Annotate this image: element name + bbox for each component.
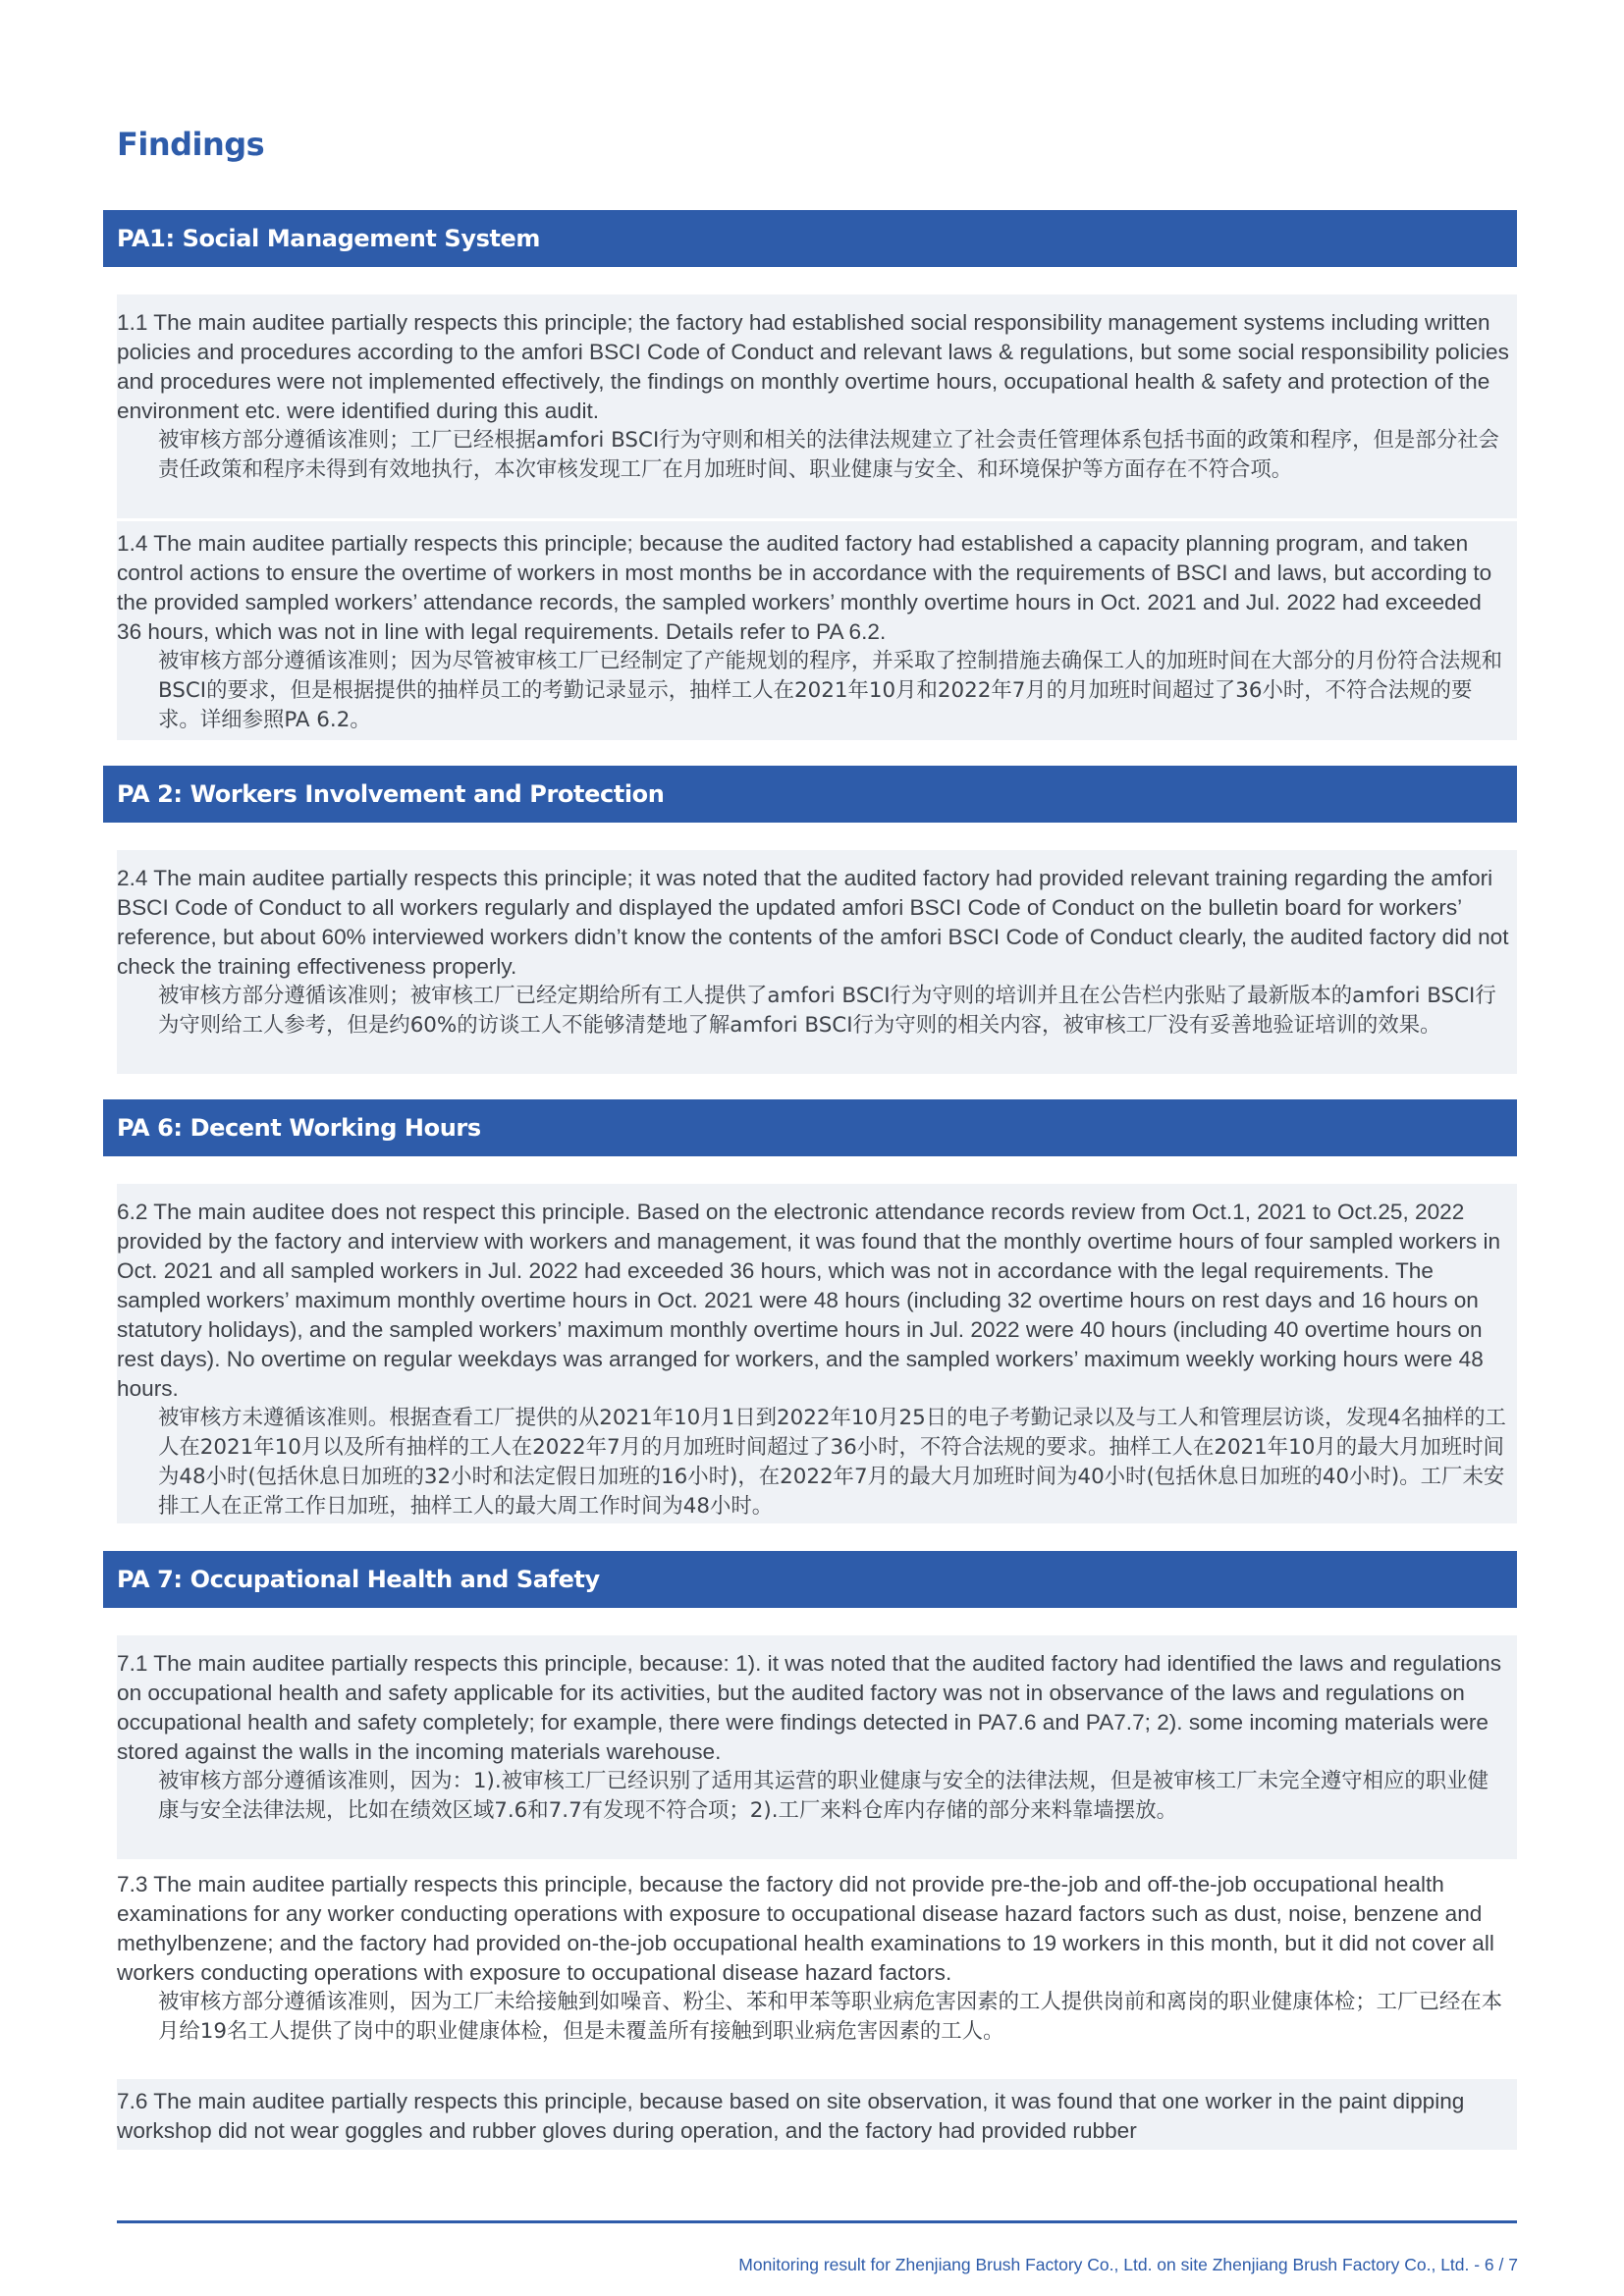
finding-text-en: 7.3 The main auditee partially respects this principle, because the factory did not provide pre-the-job and off-the-job occupational health examinations for any worker conducting operations with exposure to occupational disease hazard factors such as dust, noise, benzene and methylbenzene; and the factory had provided on-the-job occupational health examinations to 19 workers in this month, but it did not cover all workers conducting operations with exposure to occupational disease hazard factors. [117,1872,1494,1985]
finding-text-zh: 被审核方部分遵循该准则；工厂已经根据amfori BSCI行为守则和相关的法律法规建立了社会责任管理体系包括书面的政策和程序，但是部分社会责任政策和程序未得到有效地执行，本次审核发现工厂在月加班时间、职业健康与安全、和环境保护等方面存在不符合项。 [158,428,1499,482]
finding-text-zh: 被审核方部分遵循该准则，因为：1).被审核工厂已经识别了适用其运营的职业健康与安全的法律法规，但是被审核工厂未完全遵守相应的职业健康与安全法律法规，比如在绩效区域7.6和7.7有发现不符合项；2).工厂来料仓库内存储的部分来料靠墙摆放。 [158,1769,1489,1823]
finding-text-en: 7.1 The main auditee partially respects this principle, because: 1). it was noted that the audited factory had identified the laws and regulations on occupational health and safety applicable for its activities, but the audited factory was not in observance of the laws and regulations on occupational health and safety completely; for example, there were findings detected in PA7.6 and PA7.7; 2). some incoming materials were stored against the walls in the incoming materials warehouse. [117,1651,1502,1764]
finding-text-en: 2.4 The main auditee partially respects this principle; it was noted that the audited factory had provided relevant training regarding the amfori BSCI Code of Conduct to all workers regularly and displayed the updated amfori BSCI Code of Conduct on the bulletin board for workers’ reference, but about 60% interviewed workers didn’t know the contents of the amfori BSCI Code of Conduct clearly, the audited factory did not check the training effectiveness properly. [117,866,1509,979]
finding-text-en: 7.6 The main auditee partially respects this principle, because based on site observation, it was found that one worker in the paint dipping workshop did not wear goggles and rubber gloves during operation, and the factory had provided rubber [117,2089,1465,2143]
finding-7-3 [117,1862,1517,2076]
finding-text-zh: 被审核方部分遵循该准则；被审核工厂已经定期给所有工人提供了amfori BSCI行为守则的培训并且在公告栏内张贴了最新版本的amfori BSCI行为守则给工人参考，但是约60%的访谈工人不能够清楚地了解amfori BSCI行为守则的相关内容，被审核工厂没有妥善地验证培训的效果。 [158,984,1496,1038]
page-title: Findings [117,126,265,163]
finding-1-1 [117,294,1517,518]
finding-text-zh: 被审核方部分遵循该准则，因为工厂未给接触到如噪音、粉尘、苯和甲苯等职业病危害因素的工人提供岗前和离岗的职业健康体检；工厂已经在本月给19名工人提供了岗中的职业健康体检，但是未覆盖所有接触到职业病危害因素的工人。 [158,1990,1503,2044]
finding-7-1 [117,1635,1517,1859]
section-header-pa6: PA 6: Decent Working Hours [103,1099,1517,1156]
finding-text-en: 1.4 The main auditee partially respects this principle; because the audited factory had established a capacity planning program, and taken control actions to ensure the overtime of workers in most months be in accordance with the requirements of BSCI and laws, but according to the provided sampled workers’ attendance records, the sampled workers’ monthly overtime hours in Oct. 2021 and Jul. 2022 had exceeded 36 hours, which was not in line with legal requirements. Details refer to PA 6.2. [117,531,1492,644]
section-header-pa2: PA 2: Workers Involvement and Protection [103,766,1517,823]
footer-divider [117,2220,1517,2223]
finding-2-4 [117,850,1517,1074]
finding-text-zh: 被审核方部分遵循该准则；因为尽管被审核工厂已经制定了产能规划的程序，并采取了控制措施去确保工人的加班时间在大部分的月份符合法规和BSCI的要求，但是根据提供的抽样员工的考勤记录显示，抽样工人在2021年10月和2022年7月的月加班时间超过了36小时，不符合法规的要求。详细参照PA 6.2。 [158,649,1503,732]
finding-text-en: 1.1 The main auditee partially respects this principle; the factory had established social responsibility management systems including written policies and procedures according to the amfori BSCI Code of Conduct and relevant laws & regulations, but some social responsibility policies and procedures were not implemented effectively, the findings on monthly overtime hours, occupational health & safety and protection of the environment etc. were identified during this audit. [117,310,1509,423]
section-header-pa1: PA1: Social Management System [103,210,1517,267]
finding-1-4 [117,521,1517,740]
section-header-pa7: PA 7: Occupational Health and Safety [103,1551,1517,1608]
footer-text: Monitoring result for Zhenjiang Brush Factory Co., Ltd. on site Zhenjiang Brush Factory Co., Ltd. - 6 / 7 [738,2255,1518,2274]
finding-7-6 [117,2079,1517,2150]
finding-text-en: 6.2 The main auditee does not respect this principle. Based on the electronic attendance records review from Oct.1, 2021 to Oct.25, 2022 provided by the factory and interview with workers and management, it was found that the monthly overtime hours of four sampled workers in Oct. 2021 and all sampled workers in Jul. 2022 had exceeded 36 hours, which was not in accordance with the legal requirements. The sampled workers’ maximum monthly overtime hours in Oct. 2021 were 48 hours (including 32 overtime hours on rest days and 16 hours on statutory holidays), and the sampled workers’ maximum monthly overtime hours in Jul. 2022 were 40 hours (including 40 overtime hours on rest days). No overtime on regular weekdays was arranged for workers, and the sampled workers’ maximum weekly working hours were 48 hours. [117,1200,1501,1401]
finding-text-zh: 被审核方未遵循该准则。根据查看工厂提供的从2021年10月1日到2022年10月25日的电子考勤记录以及与工人和管理层访谈，发现4名抽样的工人在2021年10月以及所有抽样的工人在2022年7月的月加班时间超过了36小时，不符合法规的要求。抽样工人在2021年10月的最大月加班时间为48小时(包括休息日加班的32小时和法定假日加班的16小时)，在2022年7月的最大月加班时间为40小时(包括休息日加班的40小时)。工厂未安排工人在正常工作日加班，抽样工人的最大周工作时间为48小时。 [158,1406,1506,1519]
finding-6-2 [117,1184,1517,1523]
